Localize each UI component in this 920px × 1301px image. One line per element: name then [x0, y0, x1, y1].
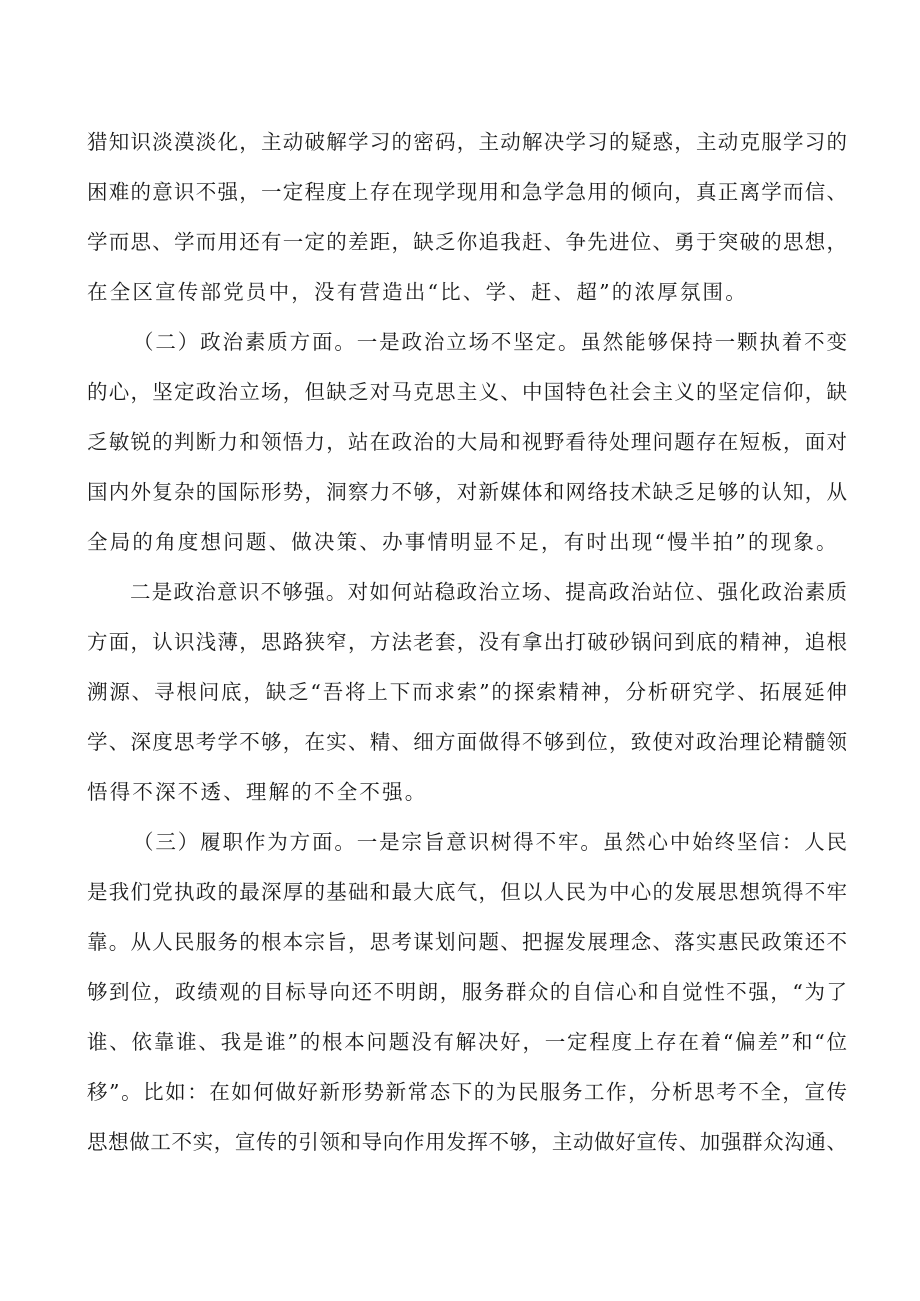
paragraph-first-line: 二是政治意识不够强。对如何站稳政治立场、提高政治站位、强化政治素质: [130, 580, 847, 604]
text-line: 学而思、学而用还有一定的差距，缺乏你追我赶、争先进位、勇于突破的思想，: [87, 230, 847, 254]
paragraph-first-line: （三）履职作为方面。一是宗旨意识树得不牢。虽然心中始终坚信：人民: [133, 830, 847, 854]
text-line: 猎知识淡漠淡化，主动破解学习的密码，主动解决学习的疑惑，主动克服学习的: [87, 130, 847, 154]
text-line: 学、深度思考学不够，在实、精、细方面做得不够到位，致使对政治理论精髓领: [87, 730, 847, 754]
text-line: 思想做工不实，宣传的引领和导向作用发挥不够，主动做好宣传、加强群众沟通、: [87, 1130, 847, 1154]
text-line: 够到位，政绩观的目标导向还不明朗，服务群众的自信心和自觉性不强，“为了: [87, 980, 847, 1004]
text-line: 谁、依靠谁、我是谁”的根本问题没有解决好，一定程度上存在着“偏差”和“位: [87, 1030, 847, 1054]
text-line: 是我们党执政的最深厚的基础和最大底气，但以人民为中心的发展思想筑得不牢: [87, 880, 847, 904]
text-line: 的心，坚定政治立场，但缺乏对马克思主义、中国特色社会主义的坚定信仰，缺: [87, 380, 847, 404]
text-line: 全局的角度想问题、做决策、办事情明显不足，有时出现“慢半拍”的现象。: [87, 530, 839, 554]
text-line: 方面，认识浅薄，思路狭窄，方法老套，没有拿出打破砂锅问到底的精神，追根: [87, 630, 847, 654]
text-line: 乏敏锐的判断力和领悟力，站在政治的大局和视野看待处理问题存在短板，面对: [87, 430, 847, 454]
paragraph-first-line: （二）政治素质方面。一是政治立场不坚定。虽然能够保持一颗执着不变: [133, 330, 847, 354]
text-line: 移”。比如：在如何做好新形势新常态下的为民服务工作，分析思考不全，宣传: [87, 1080, 847, 1104]
text-line: 在全区宣传部党员中，没有营造出“比、学、赶、超”的浓厚氛围。: [87, 280, 748, 304]
text-line: 靠。从人民服务的根本宗旨，思考谋划问题、把握发展理念、落实惠民政策还不: [87, 930, 847, 954]
text-line: 国内外复杂的国际形势，洞察力不够，对新媒体和网络技术缺乏足够的认知，从: [87, 480, 847, 504]
text-line: 困难的意识不强，一定程度上存在现学现用和急学急用的倾向，真正离学而信、: [87, 180, 847, 204]
text-line: 溯源、寻根问底，缺乏“吾将上下而求索”的探索精神，分析研究学、拓展延伸: [87, 680, 847, 704]
text-line: 悟得不深不透、理解的不全不强。: [87, 780, 428, 804]
